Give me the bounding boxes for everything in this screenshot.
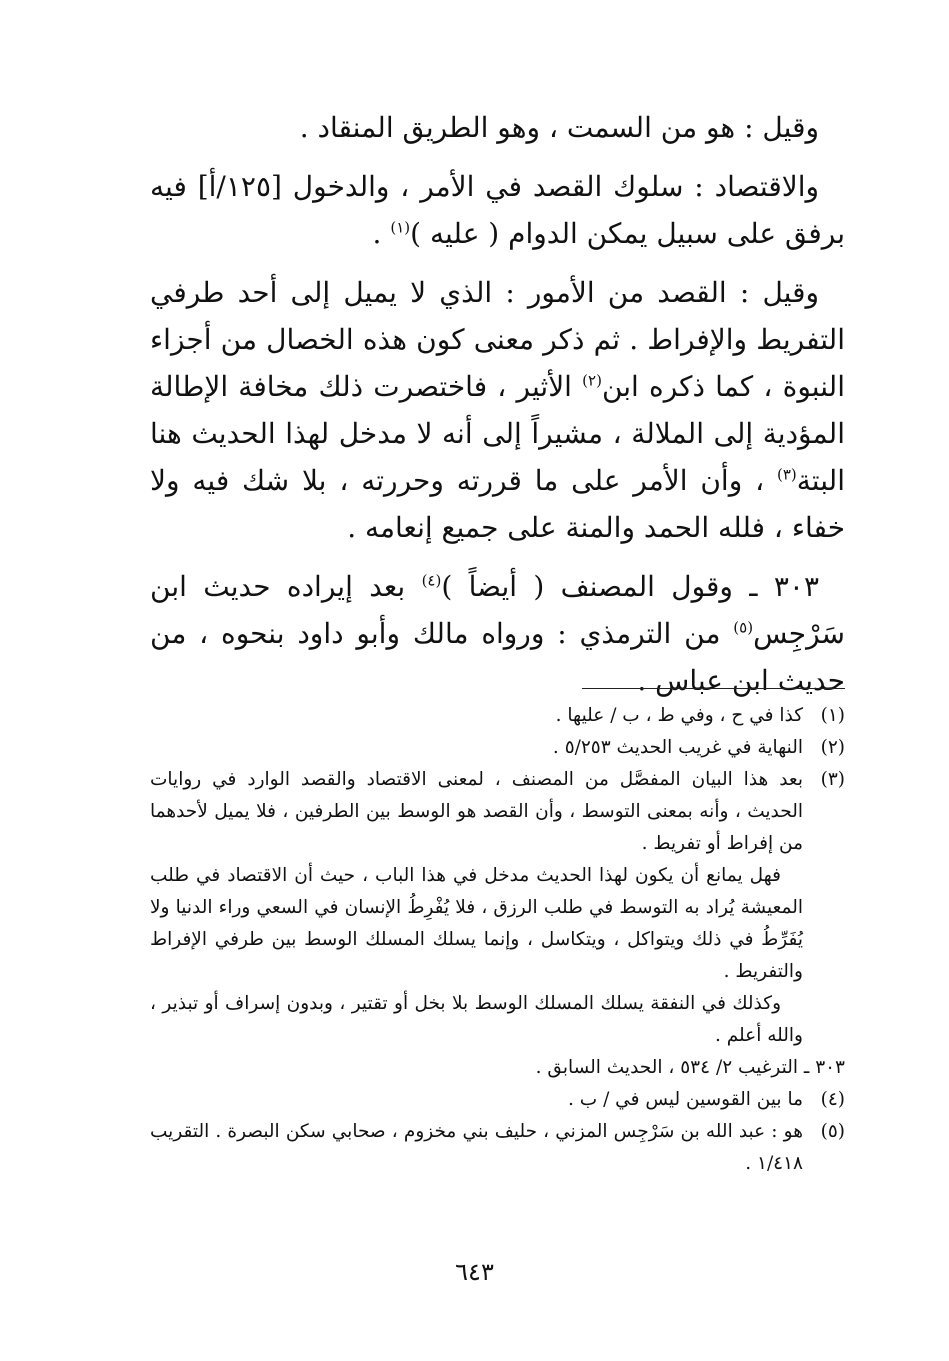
footnote-number: (٤) — [820, 1089, 845, 1110]
page-number: ٦٤٣ — [455, 1258, 494, 1286]
footnote-ref-4: (٤) — [421, 571, 442, 590]
paragraph-3-text-b: الأثير ، فاختصرت ذلك مخافة الإطالة المؤدية إلى الملالة ، مشيراً إلى أنه لا مدخل لهذا الحديث هنا البتة — [150, 370, 845, 497]
paragraph-4-text-c: من الترمذي : ورواه مالك وأبو داود بنحوه ، من حديث ابن عباس . — [150, 617, 845, 697]
paragraph-2 — [150, 163, 845, 257]
footnote-4 — [150, 1084, 845, 1116]
main-text — [150, 104, 845, 704]
footnote-text: كذا في ح ، وفي ط ، ب / عليها . — [555, 705, 803, 726]
footnote-3-para-1: بعد هذا البيان المفصَّل من المصنف ، لمعنى الاقتصاد والقصد الوارد في روايات الحديث ، وأنه بمعنى التوسط ، وأن القصد هو الوسط بين الطرفين ، فلا يميل لأحدهما من إفراط أو تفريط . — [150, 769, 803, 854]
footnote-text: ما بين القوسين ليس في / ب . — [568, 1089, 803, 1110]
footnote-text — [150, 764, 803, 1052]
paragraph-1 — [150, 104, 845, 151]
footnote-divider — [582, 688, 845, 689]
footnote-text: هو : عبد الله بن سَرْجِس المزني ، حليف بني مخزوم ، صحابي سكن البصرة . التقريب ١/٤١٨ . — [150, 1121, 803, 1174]
paragraph-4-text-a: ٣٠٣ ـ وقول المصنف ( أيضاً ) — [441, 570, 819, 603]
footnote-ref-3: (٣) — [776, 465, 797, 484]
footnote-3-para-3: وكذلك في النفقة يسلك المسلك الوسط بلا بخل أو تقتير ، وبدون إسراف أو تبذير ، والله أعلم . — [150, 993, 803, 1046]
source-reference-303: ٣٠٣ ـ الترغيب ٢/ ٥٣٤ ، الحديث السابق . — [535, 1057, 845, 1078]
paragraph-4 — [150, 563, 845, 704]
footnote-3 — [150, 764, 845, 1052]
footnote-2 — [150, 732, 845, 764]
footnote-number: (٣) — [820, 769, 845, 790]
paragraph-1-text: وقيل : هو من السمت ، وهو الطريق المنقاد . — [299, 111, 819, 144]
paragraph-2-text: والاقتصاد : سلوك القصد في الأمر ، والدخول [١٢٥/أ] فيه برفق على سبيل يمكن الدوام ( عليه ) — [150, 170, 845, 250]
footnote-number: (١) — [820, 705, 845, 726]
footnote-5 — [150, 1116, 845, 1180]
footnote-ref-5: (٥) — [733, 618, 754, 637]
paragraph-3-text-c: ، وأن الأمر على ما قررته وحررته ، بلا شك فيه ولا خفاء ، فلله الحمد والمنة على جميع إنعامه . — [150, 464, 845, 544]
footnote-1 — [150, 700, 845, 732]
footnote-number: (٥) — [820, 1121, 845, 1142]
footnote-ref-2: (٢) — [582, 371, 602, 390]
footnotes — [150, 700, 845, 1180]
paragraph-3-text-a: وقيل : القصد من الأمور : الذي لا يميل إلى أحد طرفي التفريط والإفراط . ثم ذكر معنى كون هذه الخصال من أجزاء النبوة ، كما ذكره ابن — [150, 276, 845, 403]
footnote-3-para-2: فهل يمانع أن يكون لهذا الحديث مدخل في هذا الباب ، حيث أن الاقتصاد في طلب المعيشة يُراد به التوسط في طلب الرزق ، فلا يُفْرِطُ الإنسان في السعي وراء الدنيا ولا يُفَرِّطُ في ذلك ويتواكل ، ويتكاسل ، وإنما يسلك المسلك الوسط بين طرفي الإفراط والتفريط . — [150, 865, 803, 982]
footnote-ref-1: (١) — [390, 218, 411, 237]
footnote-text: النهاية في غريب الحديث ٥/٢٥٣ . — [552, 737, 803, 758]
footnote-number: (٢) — [820, 737, 845, 758]
paragraph-3 — [150, 269, 845, 551]
paragraph-2-end: . — [372, 217, 391, 250]
paragraph-4-text-b: بعد إيراده حديث ابن سَرْجِس — [150, 570, 845, 650]
